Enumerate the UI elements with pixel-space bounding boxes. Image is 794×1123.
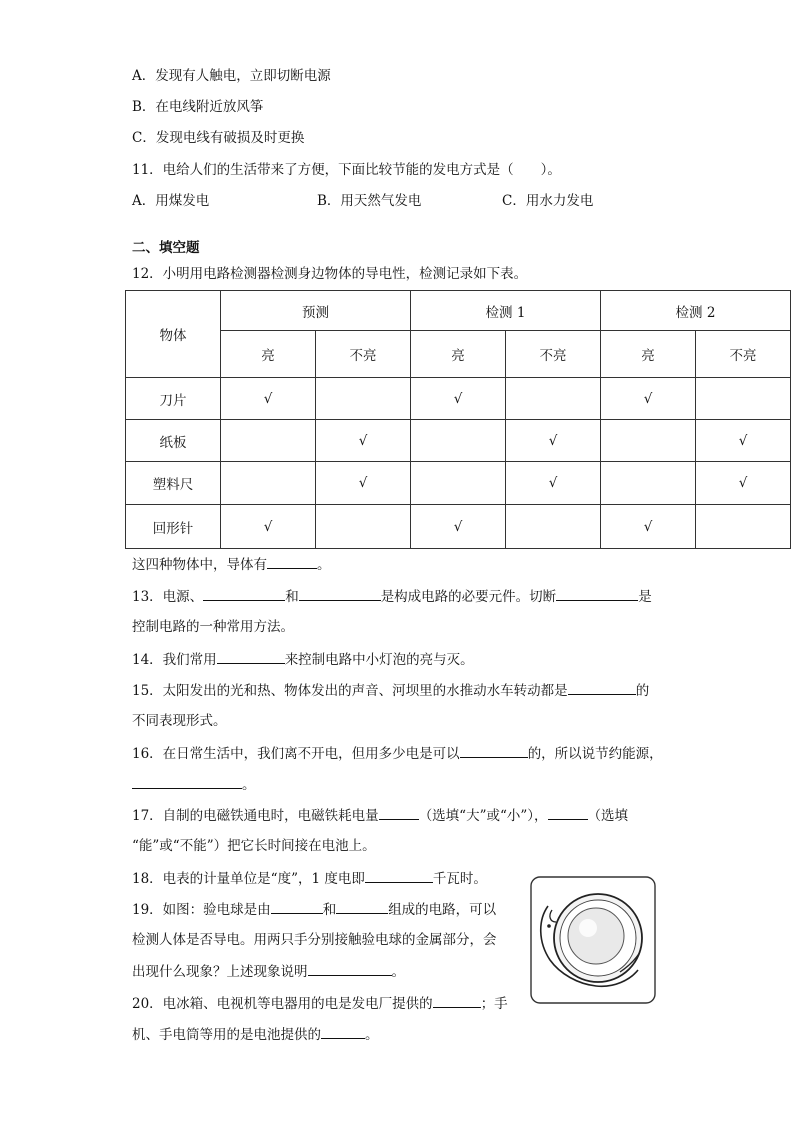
q11-option-a: A．用煤发电	[132, 193, 210, 209]
answer-blank[interactable]	[267, 554, 317, 569]
q19-line-1: 19．如图：验电球是由 和 组成的电路，可以	[132, 899, 496, 920]
check-cell	[316, 505, 411, 549]
section-title: 二、填空题	[132, 240, 200, 256]
answer-blank[interactable]	[460, 743, 528, 758]
check-cell: √	[316, 420, 411, 462]
answer-blank[interactable]	[548, 805, 588, 820]
check-cell: √	[601, 505, 696, 549]
answer-blank[interactable]	[321, 1024, 365, 1039]
table-row	[126, 420, 791, 462]
q13-line-2: 控制电路的一种常用方法。	[132, 619, 294, 635]
check-cell	[316, 378, 411, 420]
answer-blank[interactable]	[365, 868, 433, 883]
check-cell: √	[506, 462, 601, 505]
q11-option-c: C．用水力发电	[502, 193, 594, 209]
q16-line-2: 。	[132, 774, 256, 795]
answer-blank[interactable]	[556, 586, 638, 601]
answer-blank[interactable]	[336, 899, 388, 914]
table-subheader: 亮	[411, 331, 506, 378]
ball-glass-core	[568, 908, 624, 964]
answer-blank[interactable]	[433, 993, 481, 1008]
q18: 18．电表的计量单位是“度”，1 度电即 千瓦时。	[132, 868, 487, 889]
finger-outline	[550, 910, 556, 922]
answer-blank[interactable]	[203, 586, 285, 601]
q14: 14．我们常用 来控制电路中小灯泡的亮与灭。	[132, 649, 474, 670]
check-cell: √	[601, 378, 696, 420]
q10-option-c: C．发现电线有破损及时更换	[132, 130, 305, 146]
table-row	[126, 462, 791, 505]
answer-blank[interactable]	[379, 805, 419, 820]
check-cell	[601, 462, 696, 505]
answer-blank[interactable]	[132, 774, 242, 789]
check-cell	[506, 505, 601, 549]
table-group-prediction: 预测	[221, 291, 411, 331]
q17-line-2: “能”或“不能”）把它长时间接在电池上。	[132, 838, 376, 854]
check-cell: √	[411, 505, 506, 549]
q15-line-2: 不同表现形式。	[132, 713, 227, 729]
table-group-test-1: 检测 1	[411, 291, 601, 331]
check-cell: √	[696, 462, 791, 505]
check-cell: √	[221, 505, 316, 549]
q19-line-3: 出现什么现象？上述现象说明 。	[132, 961, 405, 982]
answer-blank[interactable]	[568, 680, 636, 695]
answer-blank[interactable]	[217, 649, 285, 664]
table-row	[126, 505, 791, 549]
table-subheader: 亮	[221, 331, 316, 378]
answer-blank[interactable]	[308, 961, 392, 976]
check-cell	[221, 462, 316, 505]
check-cell: √	[221, 378, 316, 420]
q15-line-1: 15．太阳发出的光和热、物体发出的声音、河坝里的水推动水车转动都是 的	[132, 680, 649, 701]
q19-line-2: 检测人体是否导电。用两只手分别接触验电球的金属部分，会	[132, 932, 497, 948]
q20-line-2: 机、手电筒等用的是电池提供的 。	[132, 1024, 379, 1045]
q17-line-1: 17．自制的电磁铁通电时，电磁铁耗电量 （选填“大”或“小”）， （选填	[132, 805, 628, 826]
row-object-name: 塑料尺	[126, 462, 221, 505]
q13-line-1: 13．电源、 和 是构成电路的必要元件。切断 是	[132, 586, 652, 607]
contact-point	[547, 924, 551, 928]
table-subheader: 不亮	[316, 331, 411, 378]
table-header-object: 物体	[126, 291, 221, 378]
conductivity-table	[125, 290, 791, 549]
q11-option-b: B．用天然气发电	[317, 193, 422, 209]
q20-line-1: 20．电冰箱、电视机等电器用的电是发电厂提供的 ；手	[132, 993, 508, 1014]
q12-followup: 这四种物体中，导体有 。	[132, 554, 331, 575]
check-cell	[506, 378, 601, 420]
check-cell	[411, 420, 506, 462]
answer-blank[interactable]	[271, 899, 323, 914]
check-cell: √	[411, 378, 506, 420]
q10-option-a: A．发现有人触电，立即切断电源	[132, 68, 331, 84]
q11-question: 11．电给人们的生活带来了方便，下面比较节能的发电方式是（ ）。	[132, 162, 561, 178]
q16-line-1: 16．在日常生活中，我们离不开电，但用多少电是可以 的，所以说节约能源，	[132, 743, 663, 764]
check-cell	[601, 420, 696, 462]
table-subheader: 亮	[601, 331, 696, 378]
answer-blank[interactable]	[299, 586, 381, 601]
check-cell	[221, 420, 316, 462]
check-cell: √	[696, 420, 791, 462]
table-row	[126, 378, 791, 420]
q10-option-b: B．在电线附近放风筝	[132, 99, 264, 115]
check-cell: √	[316, 462, 411, 505]
table-group-test-2: 检测 2	[601, 291, 791, 331]
table-subheader: 不亮	[696, 331, 791, 378]
check-cell: √	[506, 420, 601, 462]
q12-intro: 12．小明用电路检测器检测身边物体的导电性，检测记录如下表。	[132, 266, 528, 282]
check-cell	[696, 505, 791, 549]
row-object-name: 纸板	[126, 420, 221, 462]
table-subheader: 不亮	[506, 331, 601, 378]
row-object-name: 回形针	[126, 505, 221, 549]
energy-ball-figure	[530, 876, 656, 1004]
check-cell	[696, 378, 791, 420]
row-object-name: 刀片	[126, 378, 221, 420]
ball-highlight	[579, 919, 597, 937]
check-cell	[411, 462, 506, 505]
